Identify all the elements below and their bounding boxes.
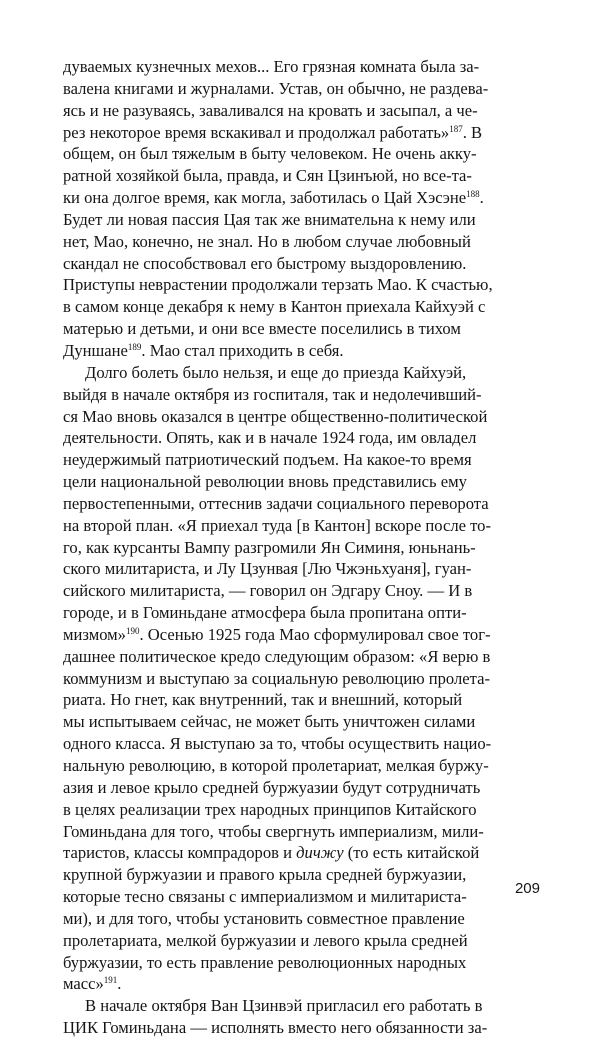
text-line: сийского милитариста, — говорил он Эдгару Сноу. — И в (63, 581, 473, 601)
text-line: Приступы неврастении продолжали терзать Мао. К счастью, (63, 275, 493, 295)
text-line: валена книгами и журналами. Устав, он обычно, не раздева- (63, 78, 489, 98)
text-line: пролетариата, мелкой буржуазии и левого крыла средней (63, 930, 468, 950)
text-line: ратной хозяйкой была, правда, и Сян Цзинъюй, но все-та- (63, 166, 472, 186)
text-line: ми), и для того, чтобы установить совместное правление (63, 908, 465, 928)
text-fragment: мизмом» (63, 624, 126, 644)
text-line (63, 340, 541, 362)
paragraph-2 (63, 362, 541, 995)
paragraph-1 (63, 56, 541, 362)
text-fragment: ки она долгое время, как могла, заботилась о Цай Хэсэне (63, 188, 467, 208)
footnote-ref-188: 188 (466, 189, 480, 200)
paragraph-3 (63, 995, 541, 1039)
footnote-ref-191: 191 (103, 975, 118, 986)
text-line: первостепенными, оттеснив задачи социального переворота (63, 493, 489, 513)
text-line: ЦИК Гоминьдана — исполнять вместо него обязанности за- (63, 1018, 488, 1038)
text-line: нет, Мао, конечно, не знал. Но в любом случае любовный (63, 231, 471, 251)
text-line: скандал не способствовал его быстрому выздоровлению. (63, 253, 467, 273)
text-line: азия и левое крыло средней буржуазии будут сотрудничать (63, 777, 481, 797)
text-line (63, 973, 541, 995)
text-fragment: (то есть китайской (343, 843, 480, 863)
text-line: буржуазии, то есть правление революционных народных (63, 952, 467, 972)
text-line: цели национальной революции вновь представились ему (63, 472, 467, 492)
text-line (63, 624, 541, 646)
text-line: дашнее политическое кредо следующим образом: «Я верю в (63, 646, 491, 666)
text-line: одного класса. Я выступаю за то, чтобы осуществить нацио- (63, 734, 492, 754)
text-line (63, 122, 541, 144)
text-line: деятельности. Опять, как и в начале 1924 года, им овладел (63, 428, 477, 448)
footnote-ref-190: 190 (125, 625, 140, 636)
text-line: риата. Но гнет, как внутренний, так и внешний, который (63, 690, 463, 710)
text-line: крупной буржуазии и правого крыла средней буржуазии, (63, 865, 467, 885)
italic-term: дичжу (296, 843, 344, 863)
text-line (63, 842, 541, 864)
text-line: го, как курсанты Вампу разгромили Ян Симиня, юньнань- (63, 537, 476, 557)
text-line: в самом конце декабря к нему в Кантон приехала Кайхуэй с (63, 297, 486, 317)
text-line: ясь и не разуваясь, заваливался на кровать и засыпал, а че- (63, 100, 478, 120)
text-line: неудержимый патриотический подъем. На какое-то время (63, 450, 472, 470)
text-line: нальную революцию, в которой пролетариат, мелкая буржу- (63, 756, 489, 775)
text-line: в целях реализации трех народных принципов Китайского (63, 799, 477, 819)
text-line: Будет ли новая пассия Цая так же внимательна к нему или (63, 209, 476, 229)
book-page-text (63, 56, 541, 1039)
text-line: ского милитариста, и Лу Цзунвая [Лю Чжэньхуаня], гуан- (63, 559, 472, 579)
text-line: дуваемых кузнечных мехов... Его грязная комната была за- (63, 57, 480, 76)
footnote-ref-187: 187 (449, 123, 463, 134)
text-line: которые тесно связаны с империализмом и милитариста- (63, 887, 467, 907)
text-line (63, 187, 541, 209)
page-number: 209 (514, 880, 540, 897)
text-line: Гоминьдана для того, чтобы свергнуть империализм, мили- (63, 821, 484, 841)
text-line: мы испытываем сейчас, не может быть уничтожен силами (63, 712, 476, 732)
text-fragment: . Мао стал приходить в себя. (141, 340, 344, 360)
text-line: городе, и в Гоминьдане атмосфера была пропитана опти- (63, 603, 467, 623)
text-fragment: . (479, 188, 484, 208)
footnote-ref-189: 189 (127, 341, 142, 352)
text-line: Долго болеть было нельзя, и еще до приезда Кайхуэй, (85, 362, 467, 382)
text-line: на второй план. «Я приехал туда [в Кантон] вскоре после то- (63, 515, 491, 535)
text-fragment: таристов, классы компрадоров и (63, 843, 297, 863)
text-line: выйдя в начале октября из госпиталя, так и недолечивший- (63, 384, 482, 404)
text-fragment: масс» (63, 974, 104, 994)
text-line: коммунизм и выступаю за социальную революцию пролета- (63, 668, 490, 688)
text-fragment: . Осенью 1925 года Мао сформулировал свое тог- (139, 624, 491, 644)
text-fragment: рез некоторое время вскакивал и продолжал работать» (63, 122, 450, 142)
text-line: ся Мао вновь оказался в центре общественно-политической (63, 406, 488, 426)
text-fragment: Дуншане (63, 340, 128, 360)
text-fragment: . (117, 974, 122, 994)
text-line: матерью и детьми, и они все вместе поселились в тихом (63, 319, 461, 339)
text-line: общем, он был тяжелым в быту человеком. Не очень акку- (63, 144, 477, 164)
text-fragment: . В (462, 122, 483, 142)
text-line: В начале октября Ван Цзинвэй пригласил его работать в (85, 996, 483, 1016)
